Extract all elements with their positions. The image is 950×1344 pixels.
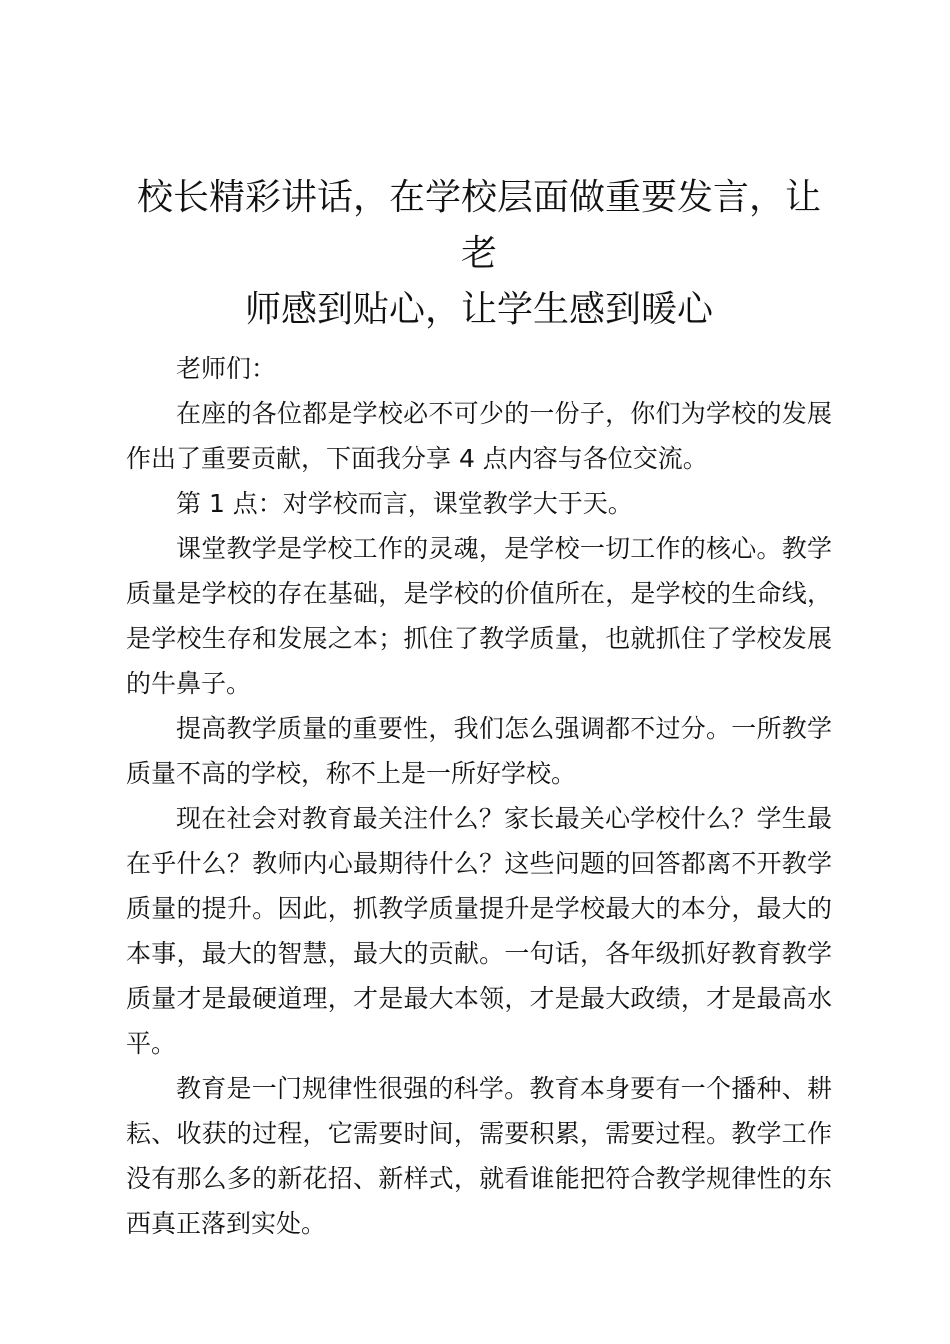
- body-paragraph: 提高教学质量的重要性，我们怎么强调都不过分。一所教学质量不高的学校，称不上是一所好学校。: [126, 714, 832, 788]
- body-paragraph: 现在社会对教育最关注什么？家长最关心学校什么？学生最在乎什么？教师内心最期待什么？这些问题的回答都离不开教学质量的提升。因此，抓教学质量提升是学校最大的本分，最大的本事，最大的智慧，最大的贡献。一句话，各年级抓好教育教学质量才是最硬道理，才是最大本领，才是最大政绩，才是最高水平。: [126, 804, 832, 1058]
- body-paragraph: 课堂教学是学校工作的灵魂，是学校一切工作的核心。教学质量是学校的存在基础，是学校的价值所在，是学校的生命线，是学校生存和发展之本；抓住了教学质量，也就抓住了学校发展的牛鼻子。: [126, 534, 832, 698]
- body-paragraph: 教育是一门规律性很强的科学。教育本身要有一个播种、耕耘、收获的过程，它需要时间，需要积累，需要过程。教学工作没有那么多的新花招、新样式，就看谁能把符合教学规律性的东西真正落到实处。: [126, 1074, 832, 1238]
- intro-paragraph: 在座的各位都是学校必不可少的一份子，你们为学校的发展作出了重要贡献，下面我分享 4 点内容与各位交流。: [126, 399, 832, 473]
- point-heading: 第 1 点：对学校而言，课堂教学大于天。: [176, 489, 633, 518]
- document-title: [126, 170, 832, 338]
- document-body: [126, 170, 832, 1246]
- salutation: 老师们：: [176, 354, 277, 383]
- title-line: 校长精彩讲话，在学校层面做重要发言，让老: [136, 177, 821, 274]
- title-line: 师感到贴心，让学生感到暖心: [244, 289, 713, 330]
